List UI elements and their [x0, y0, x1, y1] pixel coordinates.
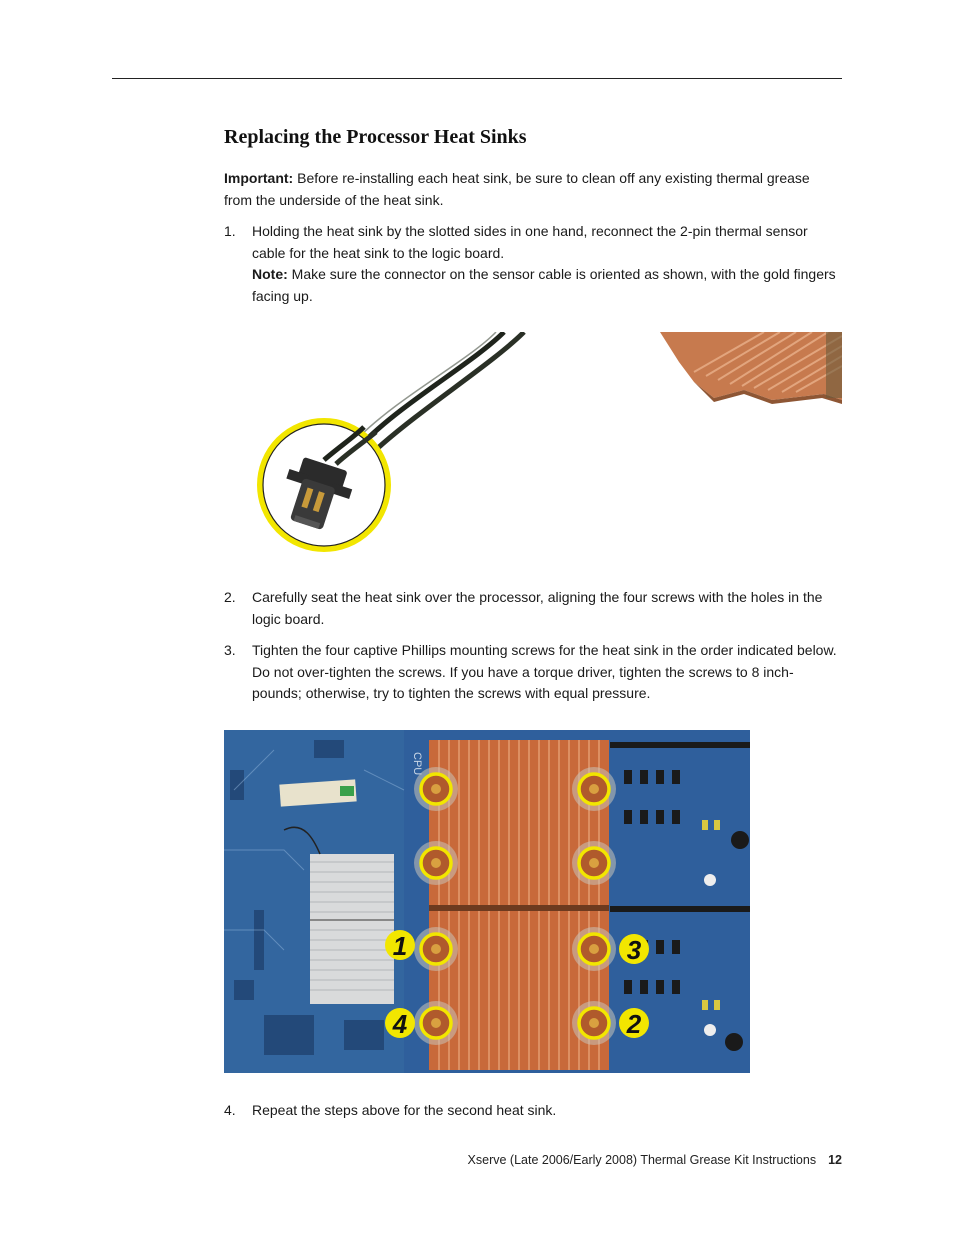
page-number: 12 — [828, 1153, 842, 1167]
cpu-silkscreen-label: CPU — [411, 752, 423, 776]
screw-order-label-3: 3 — [626, 935, 642, 965]
important-label: Important: — [224, 170, 294, 186]
step-1 — [224, 221, 842, 307]
section-heading: Replacing the Processor Heat Sinks — [224, 126, 527, 148]
footer-doc-title: Xserve (Late 2006/Early 2008) Thermal Grease Kit Instructions — [467, 1153, 817, 1167]
header-rule — [112, 78, 842, 79]
screw-order-figure — [224, 730, 842, 1073]
step-text: Carefully seat the heat sink over the processor, aligning the four screws with the holes in the logic board. — [252, 589, 823, 627]
step-number: 3. — [224, 642, 236, 658]
screw-order-label-1: 1 — [392, 931, 408, 961]
important-text: Before re-installing each heat sink, be sure to clean off any existing thermal grease from the underside of the heat sink. — [224, 170, 810, 208]
step-text: Tighten the four captive Phillips mounting screws for the heat sink in the order indicated below. Do not over-tighten the screws. If you have a torque driver, tighten the screws to 8 inch-pounds; otherwise, try to tighten the screws with equal pressure. — [252, 642, 837, 701]
step-2 — [224, 587, 842, 630]
note-text: Make sure the connector on the sensor cable is oriented as shown, with the gold fingers facing up. — [252, 266, 836, 304]
step-number: 4. — [224, 1102, 236, 1118]
screw-order-label-4: 4 — [392, 1009, 408, 1039]
step-3 — [224, 640, 842, 705]
step-number: 2. — [224, 589, 236, 605]
step-4 — [224, 1100, 842, 1122]
step-number: 1. — [224, 223, 236, 239]
page-footer — [468, 1153, 842, 1167]
step-text: Holding the heat sink by the slotted sides in one hand, reconnect the 2-pin thermal sensor cable for the heat sink to the logic board. — [252, 223, 808, 261]
step-text: Repeat the steps above for the second heat sink. — [252, 1102, 557, 1118]
sensor-cable-figure — [224, 332, 842, 554]
note-label: Note: — [252, 266, 288, 282]
step-note — [252, 264, 842, 307]
screw-order-label-2: 2 — [626, 1009, 642, 1039]
important-paragraph — [224, 168, 834, 211]
